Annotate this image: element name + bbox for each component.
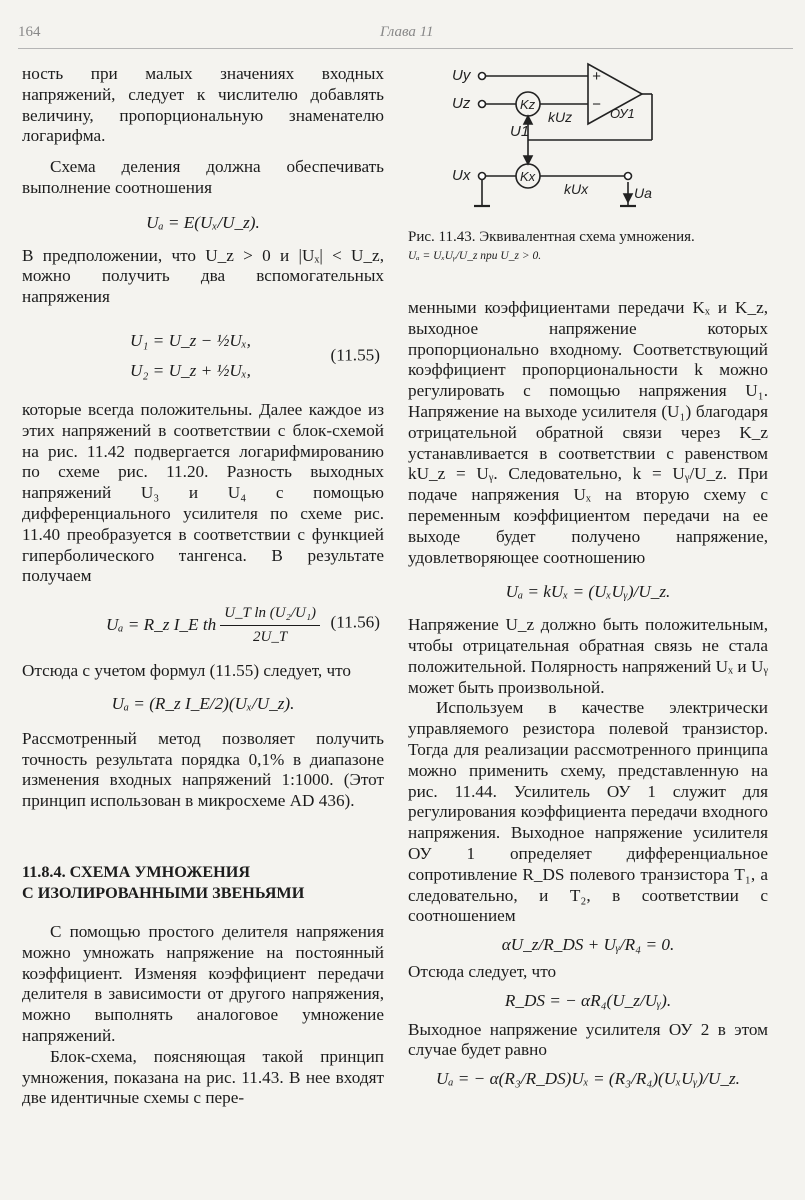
- paragraph: Напряжение U_z должно быть положительным, чтобы отрицательная обратная связь не стала положительной. Полярность напряжений Uₓ и Uᵧ может быть произвольной.: [408, 615, 768, 697]
- label-ux: Ux: [452, 167, 471, 184]
- section-heading-line: С ИЗОЛИРОВАННЫМИ ЗВЕНЬЯМИ: [22, 883, 305, 902]
- caption-text: Рис. 11.43. Эквивалентная схема умножения.: [408, 229, 695, 245]
- paragraph: Рассмотренный метод позволяет получить точность результата порядка 0,1% в диапазоне изменения входных напряжений 1:1000. (Этот принцип использован в микросхеме AD 436).: [22, 728, 384, 811]
- paragraph: В предположении, что U_z > 0 и |Uₓ| < U_z, можно получить два вспомогательных напряжения: [22, 245, 384, 307]
- label-kuz: kUz: [548, 109, 573, 125]
- paragraph: Схема деления должна обеспечивать выполнение соотношения: [22, 157, 384, 197]
- figure-caption: [408, 228, 778, 266]
- label-uz: Uz: [452, 95, 471, 112]
- equation-line: U₂ = U_z + ½Uₓ,: [130, 360, 251, 380]
- equation-left: Uₐ = R_z I_E th: [106, 615, 217, 635]
- equation: R_DS = − αR₄(U_z/Uᵧ).: [504, 990, 672, 1010]
- label-minus: −: [592, 96, 601, 113]
- equation: Uₐ = − α(R₃/R_DS)Uₓ = (R₃/R₄)(UₓUᵧ)/U_z.: [436, 1069, 740, 1089]
- terminal-ua: [625, 173, 632, 180]
- label-kz: Kz: [520, 97, 536, 112]
- label-kx: Kx: [520, 169, 536, 184]
- section-heading: [22, 862, 384, 904]
- chapter-title: Глава 11: [380, 24, 434, 40]
- equation-11-56: [22, 599, 384, 647]
- page-header: [18, 22, 793, 49]
- paragraph: Блок-схема, поясняющая такой принцип умножения, показана на рис. 11.43. В нее входят две идентичные схемы с пере-: [22, 1046, 384, 1108]
- right-column: [408, 298, 768, 1090]
- figure-11-43: [438, 56, 668, 226]
- paragraph: Отсюда с учетом формул (11.55) следует, что: [22, 661, 352, 681]
- paragraph: которые всегда положительны. Далее каждое из этих напряжений в соответствии с блок-схемой на рис. 11.42 подвергается логарифмированию по схеме рис. 11.20. Разность выходных напряжений U₃ и U₄ с помощью дифференциального усилителя по схеме рис. 11.40 преобразуется в соответствии с функцией гиперболического тангенса. В результате получаем: [22, 399, 384, 586]
- left-column: [22, 64, 384, 1109]
- equation: αU_z/R_DS + Uᵧ/R₄ = 0.: [501, 935, 675, 955]
- equation: Uₐ = (R_z I_E/2)(Uₓ/U_z).: [111, 693, 295, 713]
- paragraph: Отсюда следует, что: [408, 961, 557, 981]
- paragraph: ность при малых значениях входных напряжений, следует к числителю добавлять величину, пропорциональную знаменателю логарифма.: [22, 64, 384, 146]
- label-kux: kUx: [564, 181, 589, 197]
- paragraph: Используем в качестве электрически управляемого резистора полевой транзистор. Тогда для реализации рассмотренного принципа можно применить схему, представленную на рис. 11.44. Усилитель ОУ 1 служит для регулирования коэффициента передачи входного напряжения. Выходное напряжение усилителя ОУ 1 определяет дифференциальное сопротивление R_DS полевого транзистора T₁, а следовательно, и T₂, в соответствии с соотношением: [408, 698, 768, 926]
- terminal-ux: [479, 173, 486, 180]
- label-u1: U1: [510, 123, 530, 140]
- label-plus: +: [592, 68, 601, 85]
- paragraph: Выходное напряжение усилителя ОУ 2 в этом случае будет равно: [408, 1019, 768, 1060]
- circuit-diagram: [438, 56, 668, 226]
- arrow-down: [524, 156, 532, 164]
- terminal-uy: [479, 73, 486, 80]
- label-ou1: ОУ1: [610, 106, 635, 121]
- equation-number: (11.56): [330, 612, 380, 632]
- equation: Uₐ = E(Uₓ/U_z).: [146, 212, 260, 232]
- page-number: 164: [18, 24, 41, 40]
- fraction-denominator: 2U_T: [253, 628, 288, 645]
- label-ua: Ua: [634, 185, 652, 201]
- equation-line: U₁ = U_z − ½Uₓ,: [130, 330, 251, 350]
- fraction-numerator: U_T ln (U₂/U₁): [220, 603, 320, 626]
- section-heading-line: 11.8.4. СХЕМА УМНОЖЕНИЯ: [22, 862, 251, 881]
- terminal-uz: [479, 101, 486, 108]
- label-uy: Uy: [452, 67, 471, 84]
- paragraph: менными коэффициентами передачи Kₓ и K_z, выходное напряжение которых пропорционально входному. Соответствующий коэффициент пропорциональности k можно регулировать с помощью напряжения U₁. Напряжение на выходе усилителя (U₁) благодаря отрицательной обратной связи через K_z устанавливается в соответствии с равенством kU_z = Uᵧ. Следовательно, k = Uᵧ/U_z. При подаче напряжения Uₓ на вторую схему с переменным коэффициентом передачи на ее выходе будет получено напряжение, удовлетворяющее соотношению: [408, 298, 768, 567]
- paragraph: С помощью простого делителя напряжения можно умножать напряжение на постоянный коэффициент. Изменяя коэффициент передачи делителя в зависимости от другого напряжения, можно выполнять аналоговое умножение напряжений.: [22, 921, 384, 1045]
- equation-number: (11.55): [330, 345, 380, 365]
- equation: Uₐ = kUₓ = (UₓUᵧ)/U_z.: [505, 582, 671, 602]
- fraction: [220, 603, 320, 648]
- caption-subtext: Uₐ = UₓUᵧ/U_z при U_z > 0.: [408, 250, 542, 262]
- equation-11-55: [22, 326, 384, 386]
